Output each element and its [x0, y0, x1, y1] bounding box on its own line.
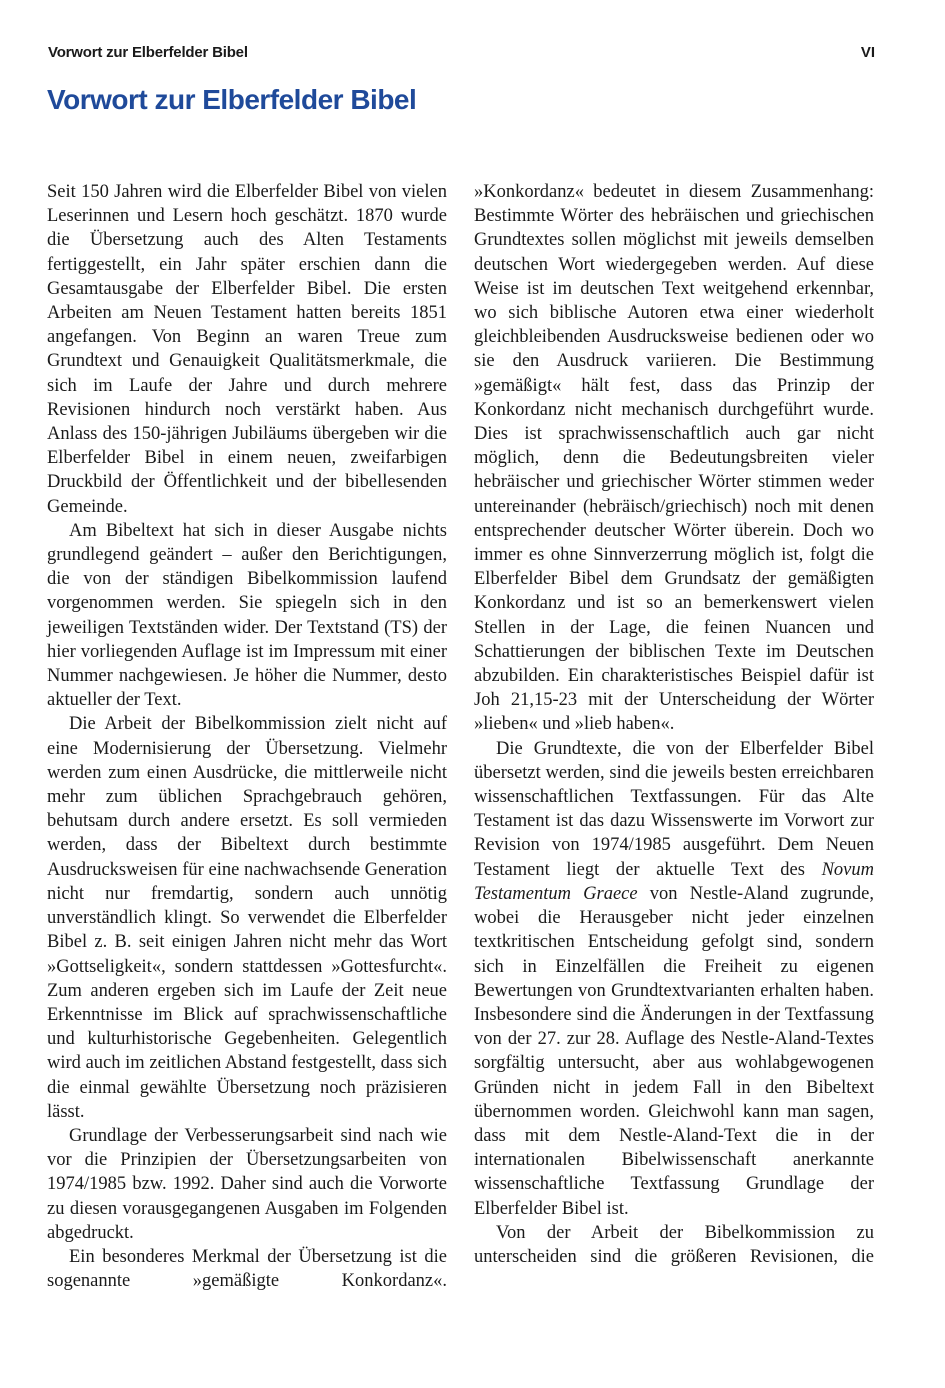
page-number: VI	[860, 44, 875, 61]
paragraph-grundtexte	[474, 737, 874, 1221]
right-column	[474, 180, 874, 1269]
running-header-title: Vorwort zur Elberfelder Bibel	[48, 44, 248, 61]
grundtexte-text-start: Die Grundtexte, die von der Elberfelder Bibel übersetzt werden, sind die jeweils besten erreichbaren wissenschaftlichen Textfassungen. Für das Alte Testament ist das dazu Wissenswerte im Vorwort zur Revision von 1974/1985 ausgeführt. Dem Neuen Testament liegt der aktuelle Text des	[474, 738, 874, 880]
book-title-italic: Novum Testamentum Graece	[474, 859, 874, 904]
grundtexte-text-end: von Nestle-Aland zugrunde, wobei die Herausgeber nicht jeder einzelnen textkritischen Entscheidung gefolgt sind, sondern sich in Einzelfällen die Freiheit zu eigenen Bewertungen von Grundtextvarianten erhalten haben. Insbesondere sind die Änderungen in der Textfassung von der 27. zur 28. Auflage des Nestle-Aland-Textes sorgfältig untersucht, aber aus wohlabgewogenen Gründen nicht in jedem Fall in den Bibeltext übernommen worden. Gleichwohl kann man sagen, dass mit dem Nestle-Aland-Text die in der internationalen Bibelwissenschaft anerkannte wissenschaftliche Textfassung Grundlage der Elberfelder Bibel ist.	[474, 883, 874, 1219]
paragraph-revisionen: Von der Arbeit der Bibelkommission zu unterscheiden sind die größeren Revisionen, die	[474, 1222, 874, 1267]
paragraph-bibeltext: Am Bibeltext hat sich in dieser Ausgabe nichts grundlegend geändert – außer den Berichtigungen, die von der ständigen Bibelkommission laufend vorgenommen werden. Sie spiegeln sich in den jeweiligen Textständen wider. Der Textstand (TS) der hier vorliegenden Auflage ist im Impressum mit einer Nummer nachgewiesen. Je höher die Nummer, desto aktueller der Text.	[47, 520, 447, 711]
paragraph-merkmal: Ein besonderes Merkmal der Übersetzung ist die sogenannte »gemäßigte Konkordanz«.	[47, 1246, 447, 1292]
paragraph-bibelkommission: Die Arbeit der Bibelkommission zielt nicht auf eine Modernisierung der Übersetzung. Vielmehr werden zum einen Ausdrücke, die mittlerweile nicht mehr zum üblichen Sprachgebrauch gehören, behutsam durch andere ersetzt. Es soll vermieden werden, dass der Bibeltext durch bestimmte Ausdrucksweisen für eine nachwachsende Generation nicht nur fremdartig, sondern auch unnötig unverständlich klingt. So verwendet die Elberfelder Bibel z. B. seit einigen Jahren nicht mehr das Wort »Gottseligkeit«, sondern stattdessen »Gottesfurcht«. Zum anderen ergeben sich im Laufe der Zeit neue Erkenntnisse im Blick auf sprachwissenschaftliche und kulturhistorische Gegebenheiten. Gelegentlich wird auch im zeitlichen Abstand festgestellt, dass sich die einmal gewählte Übersetzung noch präzisieren lässt.	[47, 714, 447, 1122]
paragraph-konkordanz: »Konkordanz« bedeutet in diesem Zusammenhang: Bestimmte Wörter des hebräischen und griechischen Grundtextes sollen möglichst mit jeweils demselben deutschen Wort wiedergegeben werden. Auf diese Weise ist im deutschen Text weitgehend erkennbar, wo sich biblische Autoren etwa einer wiederholt gleichbleibenden Ausdrucksweise bedienen oder wo sie den Ausdruck variieren. Die Bestimmung »gemäßigt« hält fest, dass das Prinzip der Konkordanz nicht mechanisch durchgeführt wurde. Dies ist sprachwissenschaftlich auch gar nicht möglich, denn die Bedeutungsbreiten vieler hebräischer und griechischer Wörter stimmen weder untereinander (hebräisch/griechisch) noch mit denen entsprechender deutscher Wörter überein. Doch wo immer es ohne Sinnverzerrung möglich ist, folgt die Elberfelder Bibel dem Grundsatz der gemäßigten Konkordanz und ist so an bemerkenswert vielen Stellen in der Lage, die feinen Nuancen und Schattierungen der biblischen Texte im Deutschen abzubilden. Ein charakteristisches Beispiel dafür ist Joh 21,15-23 mit der Unterscheidung der Wörter »lieben« und »lieb haben«.	[474, 182, 874, 735]
page-title: Vorwort zur Elberfelder Bibel	[47, 84, 417, 115]
paragraph-intro: Seit 150 Jahren wird die Elberfelder Bibel von vielen Leserinnen und Lesern hoch geschätzt. 1870 wurde die Übersetzung auch des Alten Testaments fertiggestellt, ein Jahr später erschien dann die Gesamtausgabe der Elberfelder Bibel. Die ersten Arbeiten am Neuen Testament hatten bereits 1851 angefangen. Von Beginn an waren Treue zum Grundtext und Genauigkeit Qualitätsmerkmale, die sich im Laufe der Jahre und durch mehrere Revisionen hindurch noch verstärkt haben. Aus Anlass des 150-jährigen Jubiläums übergeben wir die Elberfelder Bibel in einem neuen, zweifarbigen Druckbild der Öffentlichkeit und der bibellesenden Gemeinde.	[47, 182, 447, 517]
left-column	[47, 180, 447, 1293]
paragraph-grundlage: Grundlage der Verbesserungsarbeit sind nach wie vor die Prinzipien der Übersetzungsarbeiten von 1974/1985 bzw. 1992. Daher sind auch die Vorworte zu diesen vorausgegangenen Ausgaben im Folgenden abgedruckt.	[47, 1125, 447, 1243]
